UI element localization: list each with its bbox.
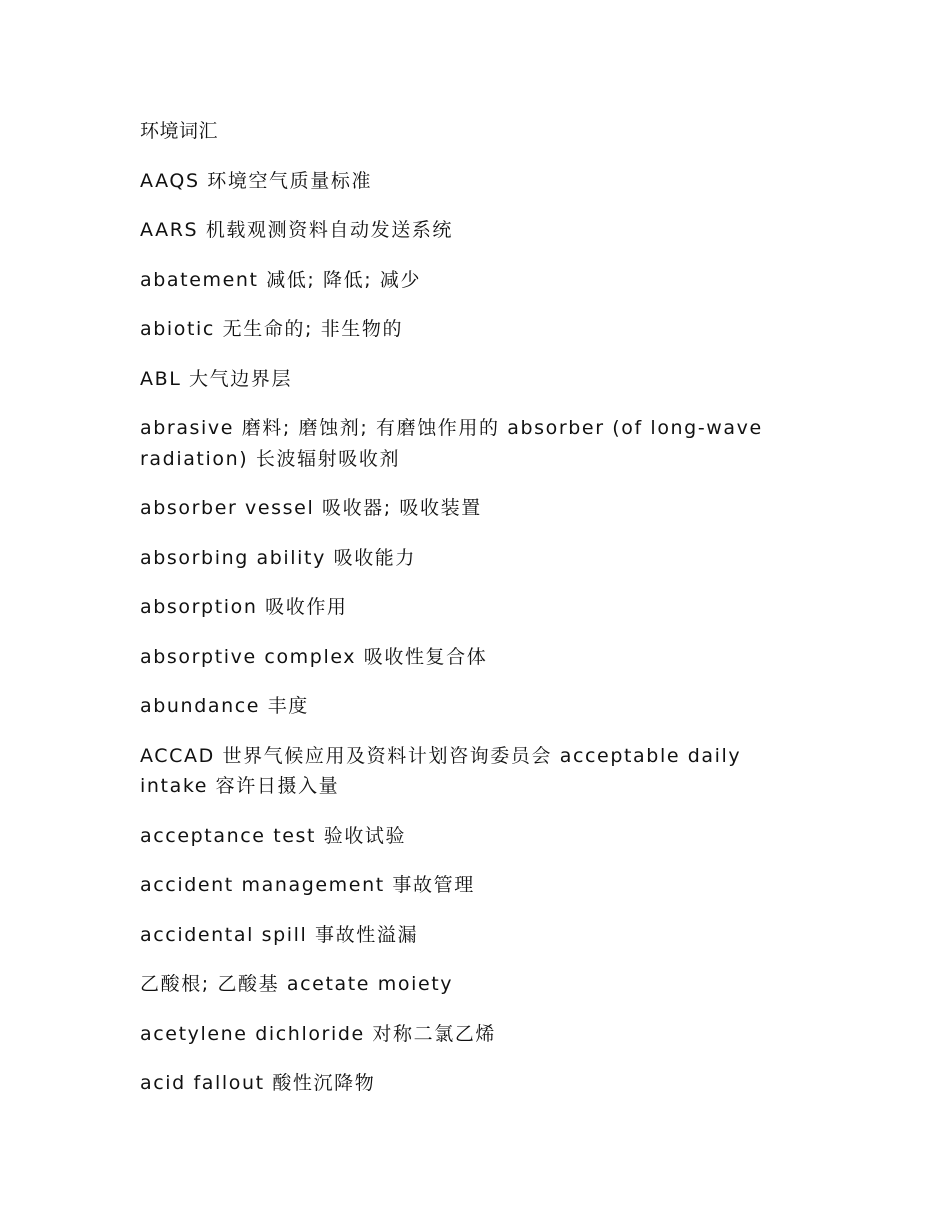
glossary-entry-absorbing-ability: absorbing ability 吸收能力 <box>140 546 416 569</box>
glossary-entry-abl: ABL 大气边界层 <box>140 367 293 390</box>
glossary-entry-aars: AARS 机载观测资料自动发送系统 <box>140 219 454 241</box>
glossary-entry-absorptive-complex: absorptive complex 吸收性复合体 <box>140 645 488 668</box>
glossary-entry-abatement: abatement 减低; 降低; 减少 <box>140 268 422 291</box>
glossary-entry-accident-management: accident management 事故管理 <box>140 874 475 896</box>
glossary-entry-abundance: abundance 丰度 <box>140 695 309 717</box>
glossary-entry-aaqs: AAQS 环境空气质量标准 <box>140 169 373 192</box>
glossary-entry-acceptance-test: acceptance test 验收试验 <box>140 824 407 847</box>
glossary-entry-acetylene-dichloride: acetylene dichloride 对称二氯乙烯 <box>140 1022 497 1045</box>
glossary-entry-abiotic: abiotic 无生命的; 非生物的 <box>140 318 404 340</box>
glossary-entry-absorber-vessel: absorber vessel 吸收器; 吸收装置 <box>140 497 482 519</box>
glossary-entry-abrasive: abrasive 磨料; 磨蚀剂; 有磨蚀作用的 absorber (of long-wave radiation) 长波辐射吸收剂 <box>140 417 763 470</box>
glossary-entry-acid-fallout: acid fallout 酸性沉降物 <box>140 1072 376 1094</box>
document-body <box>140 116 780 1118</box>
glossary-entry-accad: ACCAD 世界气候应用及资料计划咨询委员会 acceptable daily intake 容许日摄入量 <box>140 744 742 797</box>
document-title: 环境词汇 <box>140 120 219 142</box>
glossary-entry-accidental-spill: accidental spill 事故性溢漏 <box>140 923 419 946</box>
glossary-entry-acetate-moiety: 乙酸根; 乙酸基 acetate moiety <box>140 973 454 995</box>
glossary-entry-absorption: absorption 吸收作用 <box>140 596 348 618</box>
